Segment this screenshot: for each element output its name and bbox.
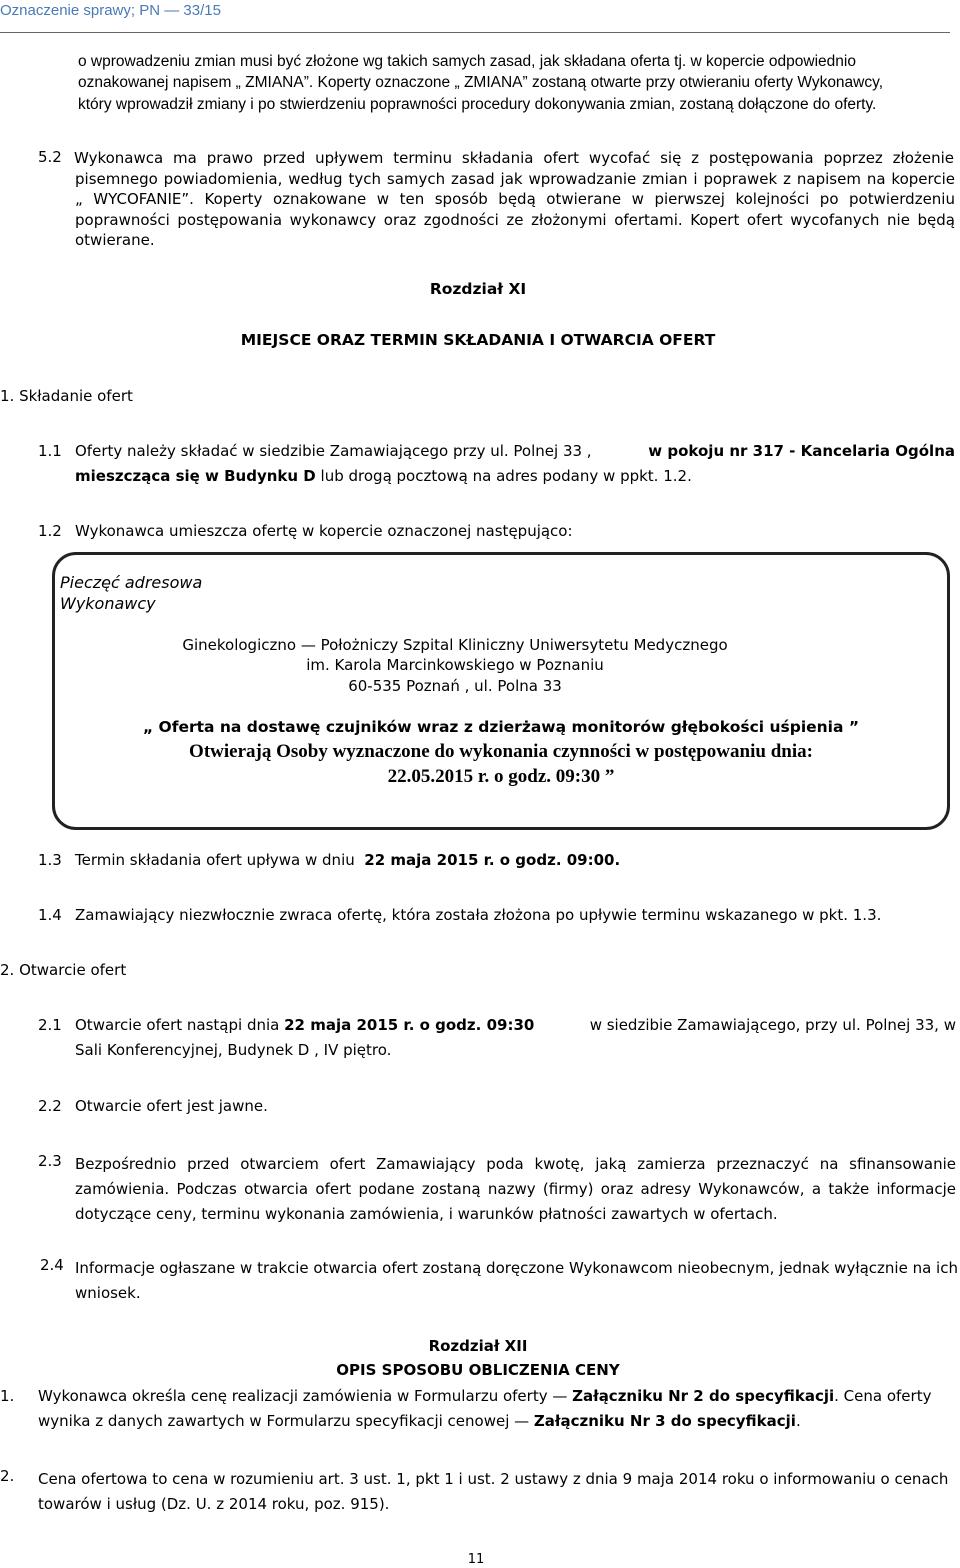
paragraph-text: Otwarcie ofert jest jawne. xyxy=(75,1097,268,1115)
paragraph-text: Otwarcie ofert nastąpi dnia xyxy=(75,1016,280,1034)
paragraph-bold-text: 22 maja 2015 r. o godz. 09:00. xyxy=(364,851,621,869)
intro-line: który wprowadził zmiany i po stwierdzeniu poprawności procedury dokonywania zmian, zostaną dołączone do oferty. xyxy=(78,96,877,113)
paragraph-1-1-line1 xyxy=(75,442,955,460)
paragraph-line: towarów i usług (Dz. U. z 2014 roku, poz. 915). xyxy=(38,1495,390,1513)
paragraph-text: lub drogą pocztową na adres podany w ppkt. 1.2. xyxy=(320,467,692,485)
list-item-2 xyxy=(38,1467,956,1517)
chapter-title: OPIS SPOSOBU OBLICZENIA CENY xyxy=(336,1361,620,1379)
paragraph-bold-text: mieszcząca się w Budynku D xyxy=(75,467,316,485)
paragraph-bold-text: 22 maja 2015 r. o godz. 09:30 xyxy=(284,1016,535,1034)
page-header-title: Oznaczenie sprawy; PN — 33/15 xyxy=(0,2,221,19)
paragraph-number: 5.2 xyxy=(38,148,62,166)
address-line: im. Karola Marcinkowskiego w Poznaniu xyxy=(306,656,604,674)
page-number: 11 xyxy=(467,1552,485,1567)
paragraph-number: 2.3 xyxy=(38,1152,62,1170)
paragraph-line: Cena ofertowa to cena w rozumieniu art. 3 ust. 1, pkt 1 i ust. 2 ustawy z dnia 9 maja 2014 roku o informowaniu o cenach xyxy=(38,1470,949,1488)
paragraph-text: . Cena oferty xyxy=(834,1387,932,1405)
paragraph-text: Oferty należy składać w siedzibie Zamawiającego przy ul. Polnej 33 , xyxy=(75,442,592,460)
paragraph-text: Zamawiający niezwłocznie zwraca ofertę, która została złożona po upływie terminu wskazanego w pkt. 1.3. xyxy=(75,906,882,924)
paragraph-line: poprawności postępowania wykonawcy oraz zgodności ze złożonymi ofertami. Kopert ofert wycofanych nie będą xyxy=(75,210,955,229)
paragraph-line: Informacje ogłaszane w trakcie otwarcia ofert zostaną doręczone Wykonawcom nieobecnym, jednak wyłącznie na ich xyxy=(75,1259,958,1277)
paragraph-number: 1.2 xyxy=(38,522,62,540)
opening-date: 22.05.2015 r. o godz. 09:30 ” xyxy=(387,766,615,787)
paragraph-1-3 xyxy=(75,851,620,869)
chapter-title: MIEJSCE ORAZ TERMIN SKŁADANIA I OTWARCIA OFERT xyxy=(240,331,716,349)
section-heading: 1. Składanie ofert xyxy=(0,387,133,405)
offer-title: „ Oferta na dostawę czujników wraz z dzierżawą monitorów głębokości uśpienia ” xyxy=(142,718,860,736)
paragraph-text: wynika z danych zawartych w Formularzu specyfikacji cenowej — xyxy=(38,1412,530,1430)
chapter-heading: Rozdział XII xyxy=(428,1337,528,1355)
paragraph-line: pisemnego powiadomienia, według tych samych zasad jak wprowadzanie zmian i poprawek z napisem na kopercie xyxy=(75,169,955,188)
list-item-1-line1 xyxy=(38,1387,956,1405)
paragraph-number: 2.4 xyxy=(40,1256,64,1274)
paragraph-bold-text: w pokoju nr 317 - Kancelaria Ogólna xyxy=(648,442,955,460)
section-heading: 2. Otwarcie ofert xyxy=(0,961,127,979)
paragraph-number: 1.1 xyxy=(38,442,62,460)
paragraph-line: otwierane. xyxy=(75,231,155,249)
paragraph-bold-text: Załączniku Nr 2 do specyfikacji xyxy=(572,1387,835,1405)
paragraph-text: Wykonawca umieszcza ofertę w kopercie oznaczonej następująco: xyxy=(75,522,573,540)
intro-line: o wprowadzeniu zmian musi być złożone wg takich samych zasad, jak składana oferta tj. w kopercie odpowiednio xyxy=(78,53,856,70)
paragraph-number: 1.3 xyxy=(38,851,62,869)
stamp-label: Wykonawcy xyxy=(60,594,156,613)
paragraph-2-1-line1 xyxy=(75,1016,956,1034)
intro-paragraph xyxy=(78,52,958,116)
list-item-1-line2 xyxy=(38,1412,801,1430)
paragraph-line: wniosek. xyxy=(75,1284,141,1302)
paragraph-number: 1.4 xyxy=(38,906,62,924)
address-line: 60-535 Poznań , ul. Polna 33 xyxy=(348,677,562,695)
paragraph-line: Bezpośrednio przed otwarciem ofert Zamawiający poda kwotę, jaką zamierza przeznaczyć na sfinansowanie xyxy=(75,1155,956,1173)
paragraph-line: Wykonawca ma prawo przed upływem terminu składania ofert wycofać się z postępowania poprzez złożenie xyxy=(74,149,954,167)
list-number: 2. xyxy=(0,1467,15,1485)
paragraph-text: Wykonawca określa cenę realizacji zamówienia w Formularzu oferty — xyxy=(38,1387,568,1405)
paragraph-line: zamówienia. Podczas otwarcia ofert podane zostaną nazwy (firmy) oraz adresy Wykonawców, a także informacje xyxy=(75,1180,956,1198)
paragraph-text: w siedzibie Zamawiającego, przy ul. Polnej 33, w xyxy=(589,1016,956,1034)
paragraph-number: 2.2 xyxy=(38,1097,62,1115)
paragraph-bold-text: Załączniku Nr 3 do specyfikacji xyxy=(533,1412,796,1430)
address-line: Ginekologiczno — Położniczy Szpital Kliniczny Uniwersytetu Medycznego xyxy=(182,636,728,654)
intro-line: oznakowanej napisem „ ZMIANA”. Koperty oznaczone „ ZMIANA” zostaną otwarte przy otwieraniu oferty Wykonawcy, xyxy=(78,73,884,91)
paragraph-1-1-line2 xyxy=(75,467,692,485)
opening-note: Otwierają Osoby wyznaczone do wykonania czynności w postępowaniu dnia: xyxy=(189,741,813,762)
paragraph-line: „ WYCOFANIE”. Koperty oznakowane w ten sposób będą otwierane w pierwszej kolejności po potwierdzeniu xyxy=(75,190,955,208)
paragraph-text: Termin składania ofert upływa w dniu xyxy=(75,851,355,869)
header-rule xyxy=(0,32,950,33)
stamp-label: Pieczęć adresowa xyxy=(60,573,203,592)
paragraph-text: Sali Konferencyjnej, Budynek D , IV piętro. xyxy=(75,1041,392,1059)
paragraph-5-2 xyxy=(38,148,958,251)
paragraph-2-4 xyxy=(75,1256,956,1306)
paragraph-line: dotyczące ceny, terminu wykonania zamówienia, i warunków płatności zawartych w ofertach. xyxy=(75,1205,778,1223)
chapter-heading: Rozdział XI xyxy=(429,280,527,298)
paragraph-2-3 xyxy=(75,1152,956,1227)
paragraph-number: 2.1 xyxy=(38,1016,62,1034)
paragraph-text: . xyxy=(795,1412,801,1430)
list-number: 1. xyxy=(0,1387,15,1405)
